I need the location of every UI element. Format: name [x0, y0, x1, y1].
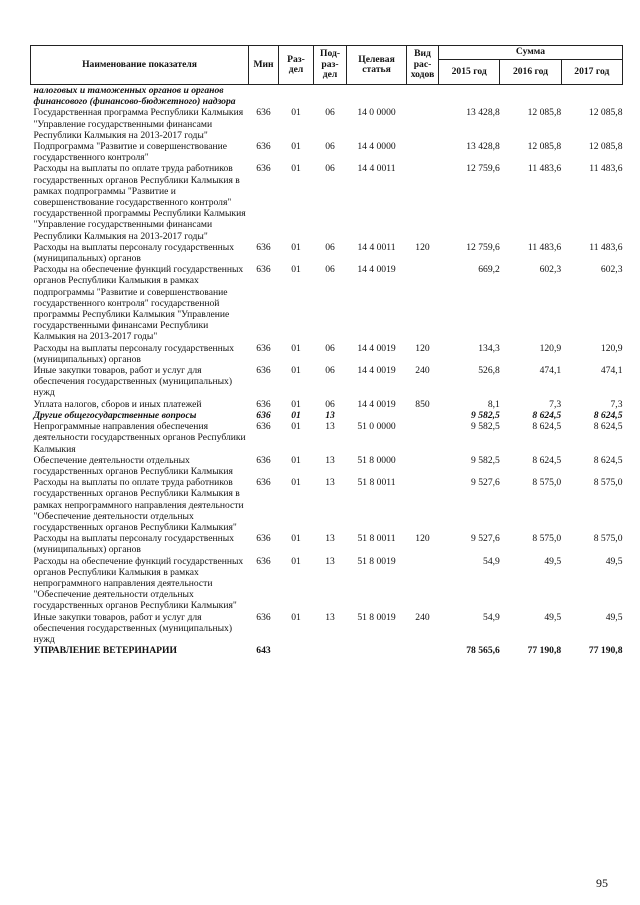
row-podrazdel: 06: [325, 141, 335, 153]
row-celevaya: 14 4 0019: [357, 342, 396, 354]
row-vid: 120: [415, 241, 430, 253]
row-celevaya: [347, 85, 407, 108]
col-header-name: Наименование показателя: [31, 46, 249, 85]
row-value-2016: 12 085,8: [527, 107, 562, 119]
row-razdel: 01: [291, 107, 301, 119]
row-value-2015: 12 759,6: [466, 163, 500, 175]
row-value-2016: [500, 85, 561, 108]
row-vid: [407, 556, 439, 612]
row-value-2017: 49,5: [605, 555, 623, 567]
row-vid: 120: [415, 533, 430, 545]
row-value-2016: 11 483,6: [527, 163, 562, 175]
row-vid: [407, 421, 439, 455]
row-vid: 120: [415, 342, 430, 354]
row-name: Расходы на выплаты персоналу государственных (муниципальных) органов: [33, 342, 235, 365]
row-razdel: 01: [291, 398, 301, 410]
table-row: [31, 264, 623, 342]
row-podrazdel: 13: [325, 611, 335, 623]
table-row: [31, 421, 623, 455]
row-celevaya: 14 4 0011: [357, 241, 396, 253]
row-celevaya: 14 4 0011: [357, 163, 396, 175]
row-podrazdel: 13: [325, 454, 335, 466]
row-vid: [407, 455, 439, 477]
row-razdel: 01: [291, 264, 301, 276]
row-min: 636: [256, 533, 271, 545]
row-name: Расходы на выплаты по оплате труда работников государственных органов Республики Калмыкия в рамках непрограммного направления деятельности "Обеспечение деятельности отдельных государственных органов Республики Калмыкия": [33, 477, 244, 533]
row-value-2015: 669,2: [478, 264, 500, 276]
col-header-2015: 2015 год: [439, 60, 500, 85]
row-name: Уплата налогов, сборов и иных платежей: [33, 398, 202, 410]
row-value-2017: 7,3: [610, 398, 623, 410]
row-value-2015: 78 565,6: [466, 645, 500, 657]
row-min: 636: [256, 342, 271, 354]
row-name: Другие общегосударственные вопросы: [33, 409, 197, 421]
row-value-2017: 49,5: [605, 611, 623, 623]
row-min: 643: [256, 645, 271, 657]
row-min: 636: [256, 107, 271, 119]
row-value-2015: 526,8: [478, 365, 500, 377]
table-row: [31, 556, 623, 612]
row-razdel: 01: [291, 163, 301, 175]
row-value-2016: 8 624,5: [532, 421, 562, 433]
row-podrazdel: 06: [325, 241, 335, 253]
row-vid: [407, 410, 439, 421]
page-number: 95: [596, 876, 608, 890]
row-value-2017: 77 190,8: [588, 645, 623, 657]
row-value-2016: 8 624,5: [532, 454, 562, 466]
row-value-2017: 8 624,5: [593, 421, 623, 433]
row-name: Расходы на выплаты персоналу государственных (муниципальных) органов: [33, 241, 235, 265]
budget-table: [30, 45, 623, 656]
row-name: налоговых и таможенных органов и органов финансового (финансово-бюджетного) надзора: [33, 85, 236, 108]
col-header-min: Мин: [249, 46, 279, 85]
table-row: [31, 365, 623, 399]
row-celevaya: [347, 410, 407, 421]
row-vid: 240: [415, 365, 430, 377]
row-podrazdel: 13: [325, 555, 335, 567]
row-min: 636: [256, 398, 271, 410]
col-header-2017: 2017 год: [561, 60, 622, 85]
row-value-2015: [439, 85, 500, 108]
row-celevaya: 51 8 0019: [357, 555, 396, 567]
row-min: 636: [256, 477, 271, 489]
row-value-2016: 8 575,0: [532, 533, 562, 545]
row-podrazdel: [314, 645, 347, 656]
row-value-2015: 54,9: [483, 555, 500, 567]
row-value-2017: 474,1: [600, 365, 623, 377]
row-value-2016: 8 624,5: [532, 409, 562, 421]
row-value-2017: 120,9: [600, 342, 623, 354]
row-celevaya: [347, 645, 407, 656]
row-celevaya: 14 4 0019: [357, 264, 396, 276]
row-podrazdel: 13: [325, 409, 335, 421]
row-vid: [407, 645, 439, 656]
row-razdel: 01: [291, 611, 301, 623]
row-value-2016: 120,9: [539, 342, 562, 354]
row-value-2016: 8 575,0: [532, 477, 562, 489]
row-value-2017: 8 575,0: [593, 477, 623, 489]
table-row: [31, 163, 623, 241]
row-name: Государственная программа Республики Калмыкия "Управление государственными финансами Республики Калмыкия на 2013-2017 годы": [33, 107, 244, 141]
row-value-2015: 9 527,6: [471, 477, 500, 489]
col-header-2016: 2016 год: [500, 60, 561, 85]
row-celevaya: 51 8 0019: [357, 611, 396, 623]
row-name: Иные закупки товаров, работ и услуг для обеспечения государственных (муниципальных) нужд: [33, 365, 233, 399]
row-vid: [407, 163, 439, 241]
row-celevaya: 14 4 0019: [357, 365, 396, 377]
row-razdel: 01: [291, 421, 301, 433]
col-header-podrazdel: Под-раз-дел: [314, 46, 347, 85]
row-celevaya: 51 0 0000: [357, 421, 396, 433]
row-value-2016: 11 483,6: [527, 241, 562, 253]
row-min: 636: [256, 409, 271, 421]
row-min: 636: [256, 454, 271, 466]
row-name: Расходы на обеспечение функций государственных органов Республики Калмыкия в рамках непрограммного направления деятельности "Обеспечение деятельности отдельных государственных органов Республики Калмыкия": [33, 555, 244, 612]
table-row: [31, 477, 623, 533]
row-name: Расходы на обеспечение функций государственных органов Республики Калмыкия в рамках подпрограммы "Развитие и совершенствование государственного контроля" государственной программы Республики Калмыкия "Управление государственными финансами Республики Калмыкия на 2013-2017 годы": [33, 264, 244, 343]
row-celevaya: 14 4 0000: [357, 141, 396, 153]
row-value-2017: 11 483,6: [589, 241, 623, 253]
row-podrazdel: 13: [325, 533, 335, 545]
table-header: [31, 46, 623, 85]
row-razdel: [279, 85, 314, 108]
row-razdel: 01: [291, 141, 301, 153]
row-razdel: 01: [291, 555, 301, 567]
row-value-2015: 134,3: [478, 342, 500, 354]
row-celevaya: 51 8 0000: [357, 454, 396, 466]
row-podrazdel: 06: [325, 398, 335, 410]
row-razdel: 01: [291, 241, 301, 253]
row-celevaya: 51 8 0011: [357, 477, 396, 489]
row-value-2017: 8 624,5: [593, 409, 623, 421]
row-min: 636: [256, 264, 271, 276]
row-podrazdel: 06: [325, 107, 335, 119]
table-row: [31, 455, 623, 477]
row-razdel: 01: [291, 365, 301, 377]
row-value-2015: 9 582,5: [471, 421, 500, 433]
row-value-2015: 9 582,5: [471, 454, 500, 466]
row-value-2017: 8 624,5: [593, 454, 623, 466]
row-vid: 850: [415, 398, 430, 410]
table-row: [31, 645, 623, 656]
table-row: [31, 343, 623, 365]
row-min: 636: [256, 365, 271, 377]
row-name: УПРАВЛЕНИЕ ВЕТЕРИНАРИИ: [33, 645, 177, 657]
row-value-2016: 12 085,8: [527, 141, 562, 153]
row-value-2017: 8 575,0: [593, 533, 623, 545]
row-celevaya: 51 8 0011: [357, 533, 396, 545]
row-value-2017: 11 483,6: [589, 163, 623, 175]
col-header-celevaya: Целевая статья: [347, 46, 407, 85]
table-row: [31, 242, 623, 264]
row-razdel: 01: [291, 342, 301, 354]
budget-table-page: [30, 45, 622, 656]
row-value-2016: 474,1: [539, 365, 562, 377]
row-value-2016: 49,5: [544, 611, 562, 623]
row-value-2015: 54,9: [483, 611, 500, 623]
row-min: [249, 85, 279, 108]
row-name: Иные закупки товаров, работ и услуг для обеспечения государственных (муниципальных) нужд: [33, 611, 233, 645]
row-vid: [407, 141, 439, 163]
row-name: Обеспечение деятельности отдельных государственных органов Республики Калмыкия: [33, 454, 233, 477]
row-razdel: 01: [291, 454, 301, 466]
row-celevaya: 14 4 0019: [357, 398, 396, 410]
row-value-2016: 49,5: [544, 555, 562, 567]
row-min: 636: [256, 163, 271, 175]
row-value-2016: 7,3: [549, 398, 562, 410]
row-name: Расходы на выплаты персоналу государственных (муниципальных) органов: [33, 533, 235, 556]
row-vid: [407, 264, 439, 342]
row-min: 636: [256, 611, 271, 623]
row-podrazdel: 13: [325, 421, 335, 433]
row-value-2015: 13 428,8: [466, 107, 500, 119]
row-value-2015: 8,1: [487, 398, 500, 410]
row-name: Непрограммные направления обеспечения деятельности государственных органов Республики Калмыкия: [33, 421, 246, 455]
table-row: [31, 533, 623, 555]
row-podrazdel: 06: [325, 264, 335, 276]
row-razdel: [279, 645, 314, 656]
table-row: [31, 612, 623, 646]
col-header-summa: Сумма: [439, 46, 623, 60]
row-value-2017: 12 085,8: [588, 141, 623, 153]
table-row: [31, 85, 623, 108]
row-value-2015: 9 582,5: [471, 409, 500, 421]
row-podrazdel: [314, 85, 347, 108]
row-min: 636: [256, 555, 271, 567]
row-value-2015: 13 428,8: [466, 141, 500, 153]
row-razdel: 01: [291, 477, 301, 489]
row-razdel: 01: [291, 409, 301, 421]
row-razdel: 01: [291, 533, 301, 545]
row-min: 636: [256, 421, 271, 433]
table-row: [31, 141, 623, 163]
row-value-2015: 12 759,6: [466, 241, 500, 253]
row-podrazdel: 13: [325, 477, 335, 489]
row-value-2016: 77 190,8: [527, 645, 562, 657]
row-podrazdel: 06: [325, 342, 335, 354]
row-vid: [407, 85, 439, 108]
row-podrazdel: 06: [325, 163, 335, 175]
table-row: [31, 399, 623, 410]
row-value-2015: 9 527,6: [471, 533, 500, 545]
row-celevaya: 14 0 0000: [357, 107, 396, 119]
row-min: 636: [256, 141, 271, 153]
row-podrazdel: 06: [325, 365, 335, 377]
table-row: [31, 107, 623, 141]
row-vid: [407, 107, 439, 141]
row-min: 636: [256, 241, 271, 253]
row-value-2017: [561, 85, 622, 108]
col-header-razdel: Раз-дел: [279, 46, 314, 85]
row-vid: [407, 477, 439, 533]
row-value-2016: 602,3: [539, 264, 562, 276]
row-value-2017: 12 085,8: [588, 107, 623, 119]
table-body: [31, 85, 623, 657]
table-row: [31, 410, 623, 421]
row-vid: 240: [415, 611, 430, 623]
row-name: Расходы на выплаты по оплате труда работников государственных органов Республики Калмыкия в рамках подпрограммы "Развитие и совершенствование государственного контроля" государственной программы Республики Калмыкия "Управление государственными финансами Республики Калмыкия на 2013-2017 годы": [33, 163, 246, 242]
col-header-vid: Вид рас-ходов: [407, 46, 439, 85]
row-value-2017: 602,3: [600, 264, 623, 276]
row-name: Подпрограмма "Развитие и совершенствование государственного контроля": [33, 141, 228, 164]
